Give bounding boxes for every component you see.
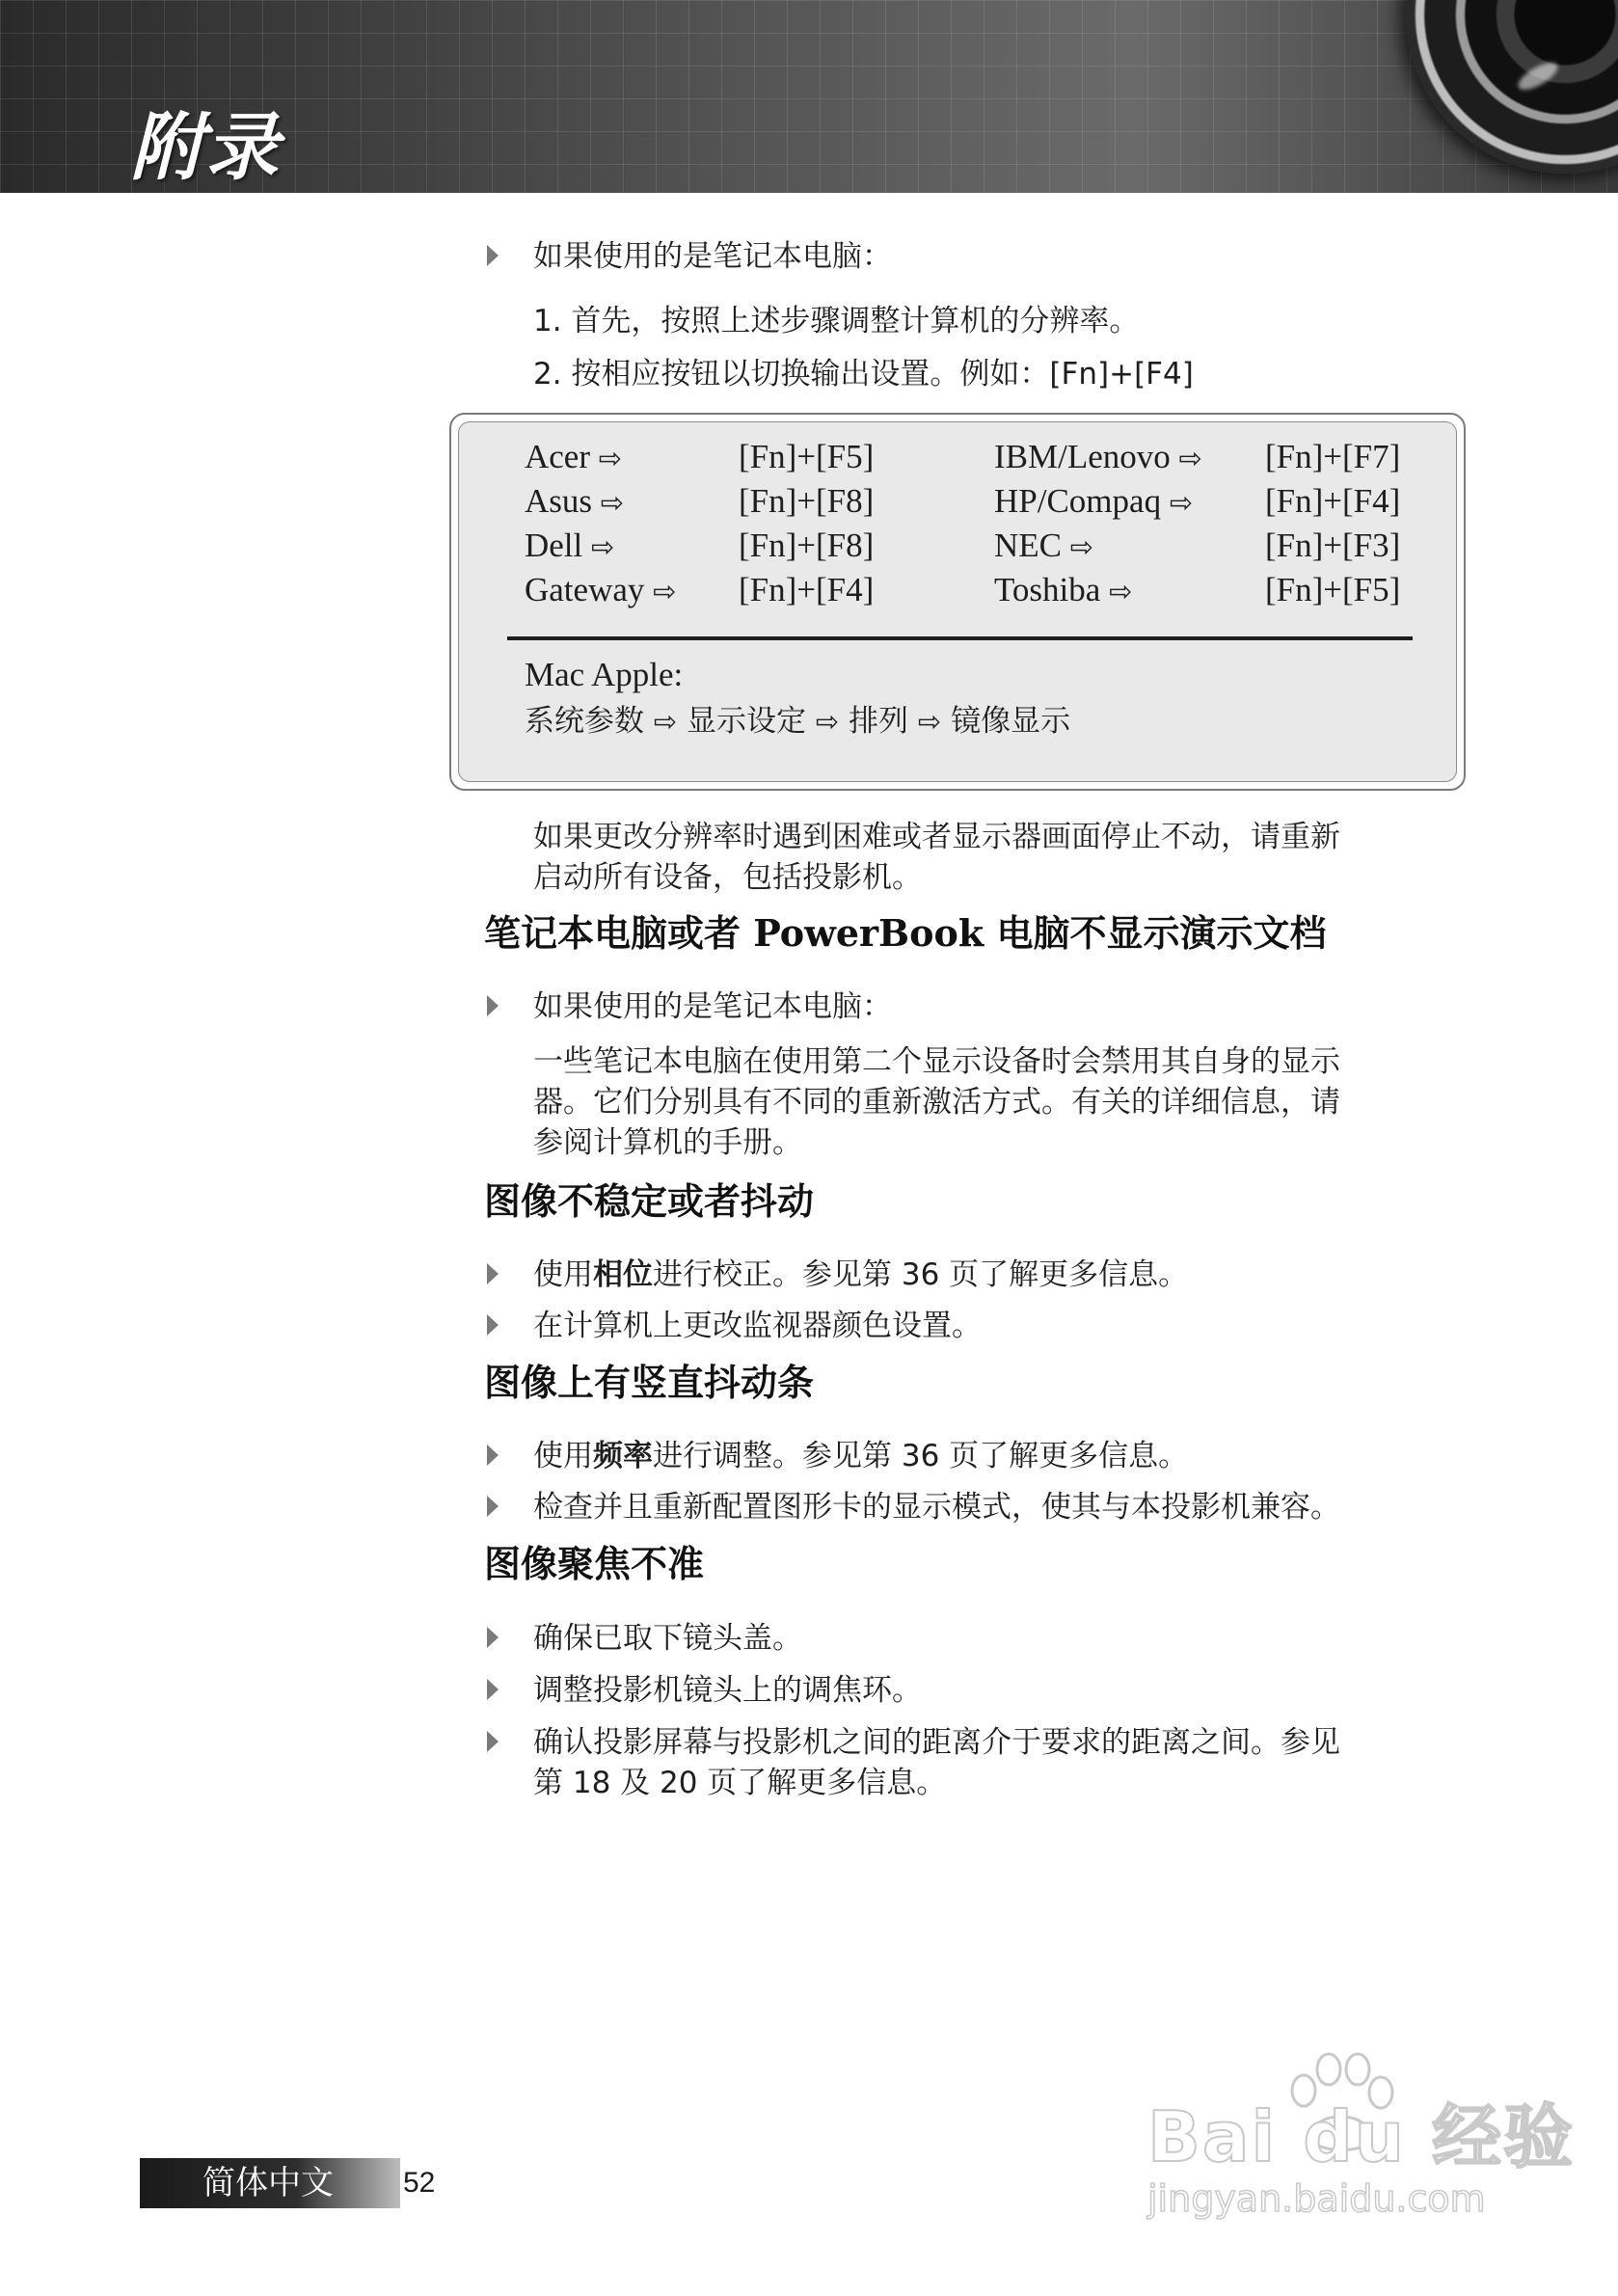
bullet-triangle-icon — [487, 1731, 499, 1752]
focus-bullet-2: 调整投影机镜头上的调焦环。 — [533, 1673, 922, 1708]
unstable-bullet-2: 在计算机上更改监视器颜色设置。 — [533, 1309, 982, 1343]
heading-powerbook: 笔记本电脑或者 PowerBook 电脑不显示演示文档 — [484, 911, 1327, 955]
focus-bullet-1: 确保已取下镜头盖。 — [533, 1621, 802, 1656]
powerbook-body-line-3: 参阅计算机的手册。 — [533, 1125, 802, 1160]
hotkey-keys: [Fn]+[F5] — [1265, 571, 1401, 608]
resolution-note-line-2: 启动所有设备，包括投影机。 — [533, 860, 922, 895]
hotkey-brand: HP/Compaq ⇨ — [994, 482, 1194, 520]
focus-bullet-3-line-1: 确认投影屏幕与投影机之间的距离介于要求的距离之间。参见 — [533, 1725, 1340, 1760]
hotkey-brand: NEC ⇨ — [994, 527, 1094, 564]
bullet-triangle-icon — [487, 1314, 499, 1336]
hotkey-keys: [Fn]+[F4] — [1265, 482, 1401, 520]
heading-unstable: 图像不稳定或者抖动 — [484, 1180, 815, 1223]
arrow-right-icon: ⇨ — [653, 705, 678, 738]
arrow-right-icon: ⇨ — [1109, 575, 1133, 608]
baidu-watermark-url: jingyan.baidu.com — [1147, 2177, 1486, 2220]
hotkey-divider — [507, 636, 1413, 640]
bullet-triangle-icon — [487, 1445, 499, 1466]
bullet-triangle-icon — [487, 1627, 499, 1648]
arrow-right-icon: ⇨ — [1069, 530, 1094, 563]
hotkey-brand: IBM/Lenovo ⇨ — [994, 438, 1202, 475]
page-title: 附录 — [130, 104, 281, 190]
unstable-bullet-1: 使用相位进行校正。参见第 36 页了解更多信息。 — [533, 1257, 1189, 1292]
arrow-right-icon: ⇨ — [815, 705, 840, 738]
hotkey-brand: Toshiba ⇨ — [994, 571, 1133, 608]
hotkey-keys: [Fn]+[F8] — [739, 482, 875, 520]
arrow-right-icon: ⇨ — [600, 486, 625, 519]
hotkey-keys: [Fn]+[F4] — [739, 571, 875, 608]
arrow-right-icon: ⇨ — [653, 575, 677, 608]
hotkey-keys: [Fn]+[F5] — [739, 438, 875, 475]
header-banner — [0, 0, 1618, 193]
arrow-right-icon: ⇨ — [917, 705, 942, 738]
baidu-watermark-logo: Bai du 经验 — [1147, 2096, 1576, 2177]
focus-bullet-3-line-2: 第 18 及 20 页了解更多信息。 — [533, 1766, 947, 1800]
step-1: 1. 首先，按照上述步骤调整计算机的分辨率。 — [533, 304, 1140, 338]
hotkey-brand: Acer ⇨ — [525, 438, 623, 475]
heading-vertical-bars: 图像上有竖直抖动条 — [484, 1362, 815, 1404]
powerbook-body-line-2: 器。它们分别具有不同的重新激活方式。有关的详细信息，请 — [533, 1085, 1340, 1120]
arrow-right-icon: ⇨ — [1178, 442, 1202, 474]
arrow-right-icon: ⇨ — [591, 530, 615, 563]
powerbook-bullet-text: 如果使用的是笔记本电脑： — [533, 989, 892, 1024]
lens-image — [1406, 0, 1618, 174]
mac-label: Mac Apple: — [525, 656, 684, 693]
hotkey-keys: [Fn]+[F3] — [1265, 527, 1401, 564]
hotkey-table-box — [449, 413, 1466, 791]
mac-path: 系统参数 ⇨ 显示设定 ⇨ 排列 ⇨ 镜像显示 — [525, 704, 1071, 739]
arrow-right-icon: ⇨ — [598, 442, 623, 474]
heading-focus: 图像聚焦不准 — [484, 1543, 705, 1585]
powerbook-body-line-1: 一些笔记本电脑在使用第二个显示设备时会禁用其自身的显示 — [533, 1044, 1340, 1079]
hotkey-brand: Gateway ⇨ — [525, 571, 677, 608]
footer-language: 简体中文 — [202, 2164, 334, 2202]
bullet-triangle-icon — [487, 1496, 499, 1517]
hotkey-brand: Dell ⇨ — [525, 527, 615, 564]
hotkey-keys: [Fn]+[F8] — [739, 527, 875, 564]
resolution-note-line-1: 如果更改分辨率时遇到困难或者显示器画面停止不动，请重新 — [533, 820, 1340, 854]
hotkey-brand: Asus ⇨ — [525, 482, 625, 520]
hotkey-table-inner — [458, 421, 1457, 782]
bullet-triangle-icon — [487, 995, 499, 1016]
bullet-triangle-icon — [487, 1679, 499, 1700]
notebook-bullet-text: 如果使用的是笔记本电脑： — [533, 239, 892, 274]
page-number: 52 — [403, 2167, 436, 2199]
vertical-bullet-2: 检查并且重新配置图形卡的显示模式，使其与本投影机兼容。 — [533, 1490, 1340, 1525]
vertical-bullet-1: 使用频率进行调整。参见第 36 页了解更多信息。 — [533, 1439, 1189, 1473]
step-2: 2. 按相应按钮以切换输出设置。例如：[Fn]+[F4] — [533, 357, 1194, 392]
bullet-triangle-icon — [487, 1263, 499, 1284]
arrow-right-icon: ⇨ — [1169, 486, 1194, 519]
hotkey-keys: [Fn]+[F7] — [1265, 438, 1401, 475]
bullet-triangle-icon — [487, 245, 499, 266]
